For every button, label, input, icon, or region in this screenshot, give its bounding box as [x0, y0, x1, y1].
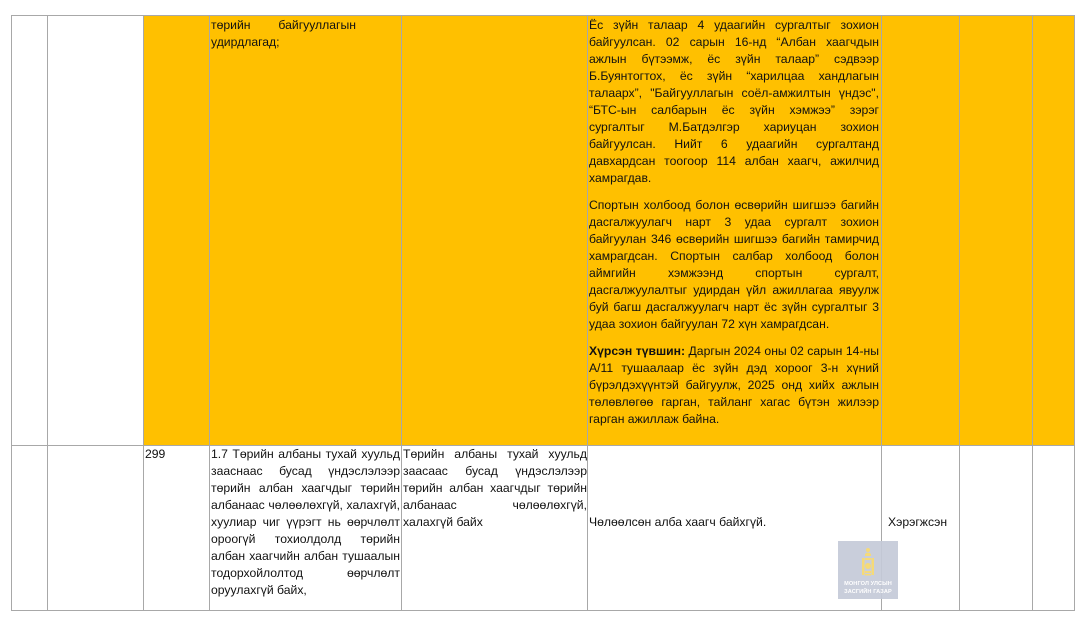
- row1-report-text: [589, 17, 879, 428]
- watermark-line-2: ЗАСГИЙН ГАЗАР: [844, 589, 892, 595]
- government-watermark-logo: [838, 541, 898, 599]
- row-number: 299: [145, 447, 166, 461]
- row1-col4-cell: [209, 15, 402, 446]
- row1-col5-cell: [401, 15, 588, 446]
- watermark-line-1: МОНГОЛ УЛСЫН: [844, 581, 892, 587]
- status-text: Хэрэгжсэн: [888, 515, 948, 529]
- row1-organization-text: [211, 17, 400, 51]
- row1-col7-cell: [881, 15, 960, 446]
- result-label: Хүрсэн түвшин:: [589, 344, 686, 358]
- report-paragraph-3: [589, 343, 879, 428]
- report-paragraph-2: Спортын холбоод болон өсвөрийн шигшээ багийн дасгалжуулагч нарт 3 удаа сургалт зохион байгуулан 346 өсвөрийн шигшээ багийн тамирчид хамрагдсан. Спортын салбар холбоод болон аймгийн хэмжээнд спортын сургалт, дасгалжуулалтыг удирдан үйл ажиллагаа явуулж буй багш дасгалжуулагч нарт ёс зүйн сургалтыг 3 удаа зохион байгуулан 72 хүн хамрагдсан.: [589, 198, 879, 331]
- result-text: Даргын 2024 оны 02 сарын 14-ны А/11 тушаалаар ёс зүйн дэд хороог 3-н хүний бүрэлдэхүүнтэй байгуулж, 2025 онд хийх ажлын төлөвлөгөө гарган, тайланг хагас бүтэн жилээр гарган ажиллаж байна.: [589, 344, 880, 426]
- requirement-text: 1.7 Төрийн албаны тухай хуульд зааснаас бусад үндэслэлээр төрийн албан хаагчдыг төрийн албанаас чөлөөлөхгүй, халахгүй, хуулиар чиг үүрэгт нь өөрчлөлт ороогүй тохиолдолд төрийн албан хаагчийн албан тушаалын тодорхойлолтод өөрчлөлт оруулахгүй байх,: [211, 447, 400, 597]
- row1-col3-cell: [143, 15, 210, 446]
- row2-col3-cell: [143, 445, 210, 611]
- report-paragraph-1: Ёс зүйн талаар 4 удаагийн сургалтыг зохион байгуулсан. 02 сарын 16-нд “Албан хаагчдын ажлын бүтээмж, ёс зүйн талаар” сэдвээр Б.Буянтогтох, ёс зүйн “харилцаа хандлагын талаарх”, "Байгууллагын соёл-амжилтын үндэс", “БТС-ын салбарын ёс зүйн хэмжээ” зэрэг сургалтыг М.Батдэлгэр хариуцан зохион байгуулсан. Нийт 6 удаагийн сургалтанд давхардсан тоогоор 114 албан хаагч, ажилчид хамрагдав.: [589, 18, 879, 185]
- row1-col1-cell: [11, 15, 48, 446]
- report-text: Чөлөөлсөн алба хаагч байхгүй.: [589, 515, 767, 529]
- row2-col9-cell: [1032, 445, 1075, 611]
- row1-col2-cell: [47, 15, 144, 446]
- row1-organization-line: төрийн байгууллагын удирдлагад;: [211, 18, 356, 49]
- row2-col2-cell: [47, 445, 144, 611]
- measure-text: Төрийн албаны тухай хуульд заасаас бусад үндэслэлээр төрийн албан хаагчдыг төрийн албанаас чөлөөлөхгүй, халахгүй байх: [403, 447, 587, 529]
- row1-col8-cell: [959, 15, 1033, 446]
- soyombo-emblem-icon: [860, 547, 876, 577]
- row2-col8-cell: [959, 445, 1033, 611]
- row2-col1-cell: [11, 445, 48, 611]
- row1-col9-cell: [1032, 15, 1075, 446]
